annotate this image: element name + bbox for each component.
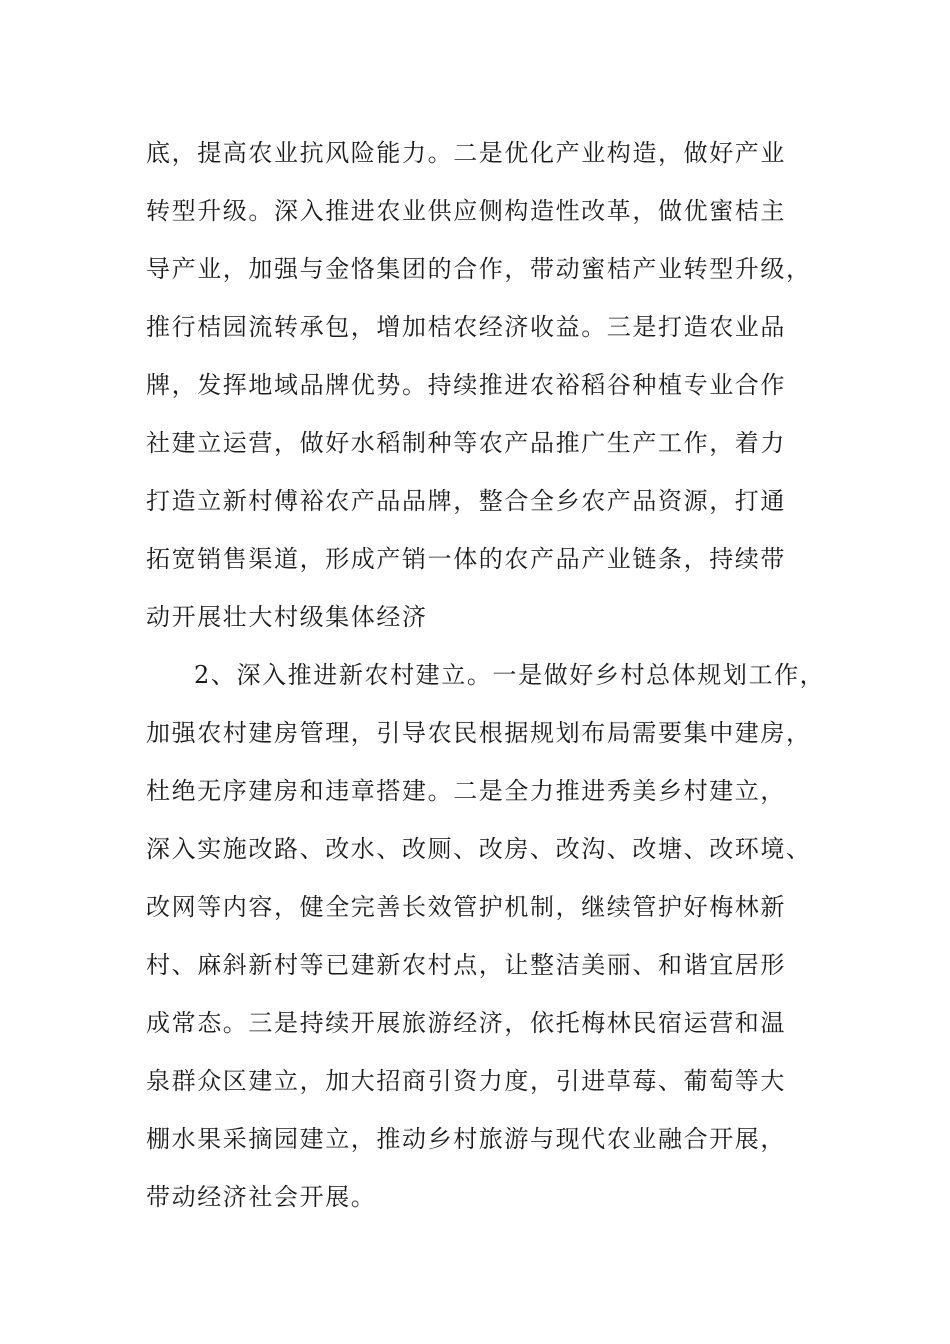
paragraph-1-line-3: 导产业，加强与金恪集团的合作，带动蜜桔产业转型升级，	[146, 255, 812, 283]
paragraph-2-line-5: 改网等内容，健全完善长效管护机制，继续管护好梅林新	[146, 893, 786, 921]
paragraph-2-line-2: 加强农村建房管理，引导农民根据规划布局需要集中建房，	[146, 719, 812, 747]
paragraph-1-line-9: 动开展壮大村级集体经济	[146, 603, 428, 631]
paragraph-2-line-1: 2、深入推进新农村建立。一是做好乡村总体规划工作，	[194, 661, 826, 689]
paragraph-2-line-3: 杜绝无序建房和违章搭建。二是全力推进秀美乡村建立，	[146, 777, 786, 805]
paragraph-2-line-8: 泉群众区建立，加大招商引资力度，引进草莓、葡萄等大	[146, 1067, 786, 1095]
paragraph-1-line-8: 拓宽销售渠道，形成产销一体的农产品产业链条，持续带	[146, 545, 786, 573]
paragraph-2-line-7: 成常态。三是持续开展旅游经济，依托梅林民宿运营和温	[146, 1009, 786, 1037]
paragraph-2-line-6: 村、麻斜新村等已建新农村点，让整洁美丽、和谐宜居形	[146, 951, 786, 979]
paragraph-2-line-9: 棚水果采摘园建立，推动乡村旅游与现代农业融合开展，	[146, 1125, 786, 1153]
paragraph-2-line-10: 带动经济社会开展。	[146, 1183, 377, 1211]
paragraph-1-line-4: 推行桔园流转承包，增加桔农经济收益。三是打造农业品	[146, 313, 786, 341]
paragraph-1-line-5: 牌，发挥地域品牌优势。持续推进农裕稻谷种植专业合作	[146, 371, 786, 399]
paragraph-1-line-1: 底，提高农业抗风险能力。二是优化产业构造，做好产业	[146, 139, 786, 167]
paragraph-2-line-4: 深入实施改路、改水、改厕、改房、改沟、改塘、改环境、	[146, 835, 812, 863]
paragraph-1-line-7: 打造立新村傅裕农产品品牌，整合全乡农产品资源，打通	[146, 487, 786, 515]
paragraph-1-line-6: 社建立运营，做好水稻制种等农产品推广生产工作，着力	[146, 429, 786, 457]
paragraph-1-line-2: 转型升级。深入推进农业供应侧构造性改革，做优蜜桔主	[146, 197, 786, 225]
